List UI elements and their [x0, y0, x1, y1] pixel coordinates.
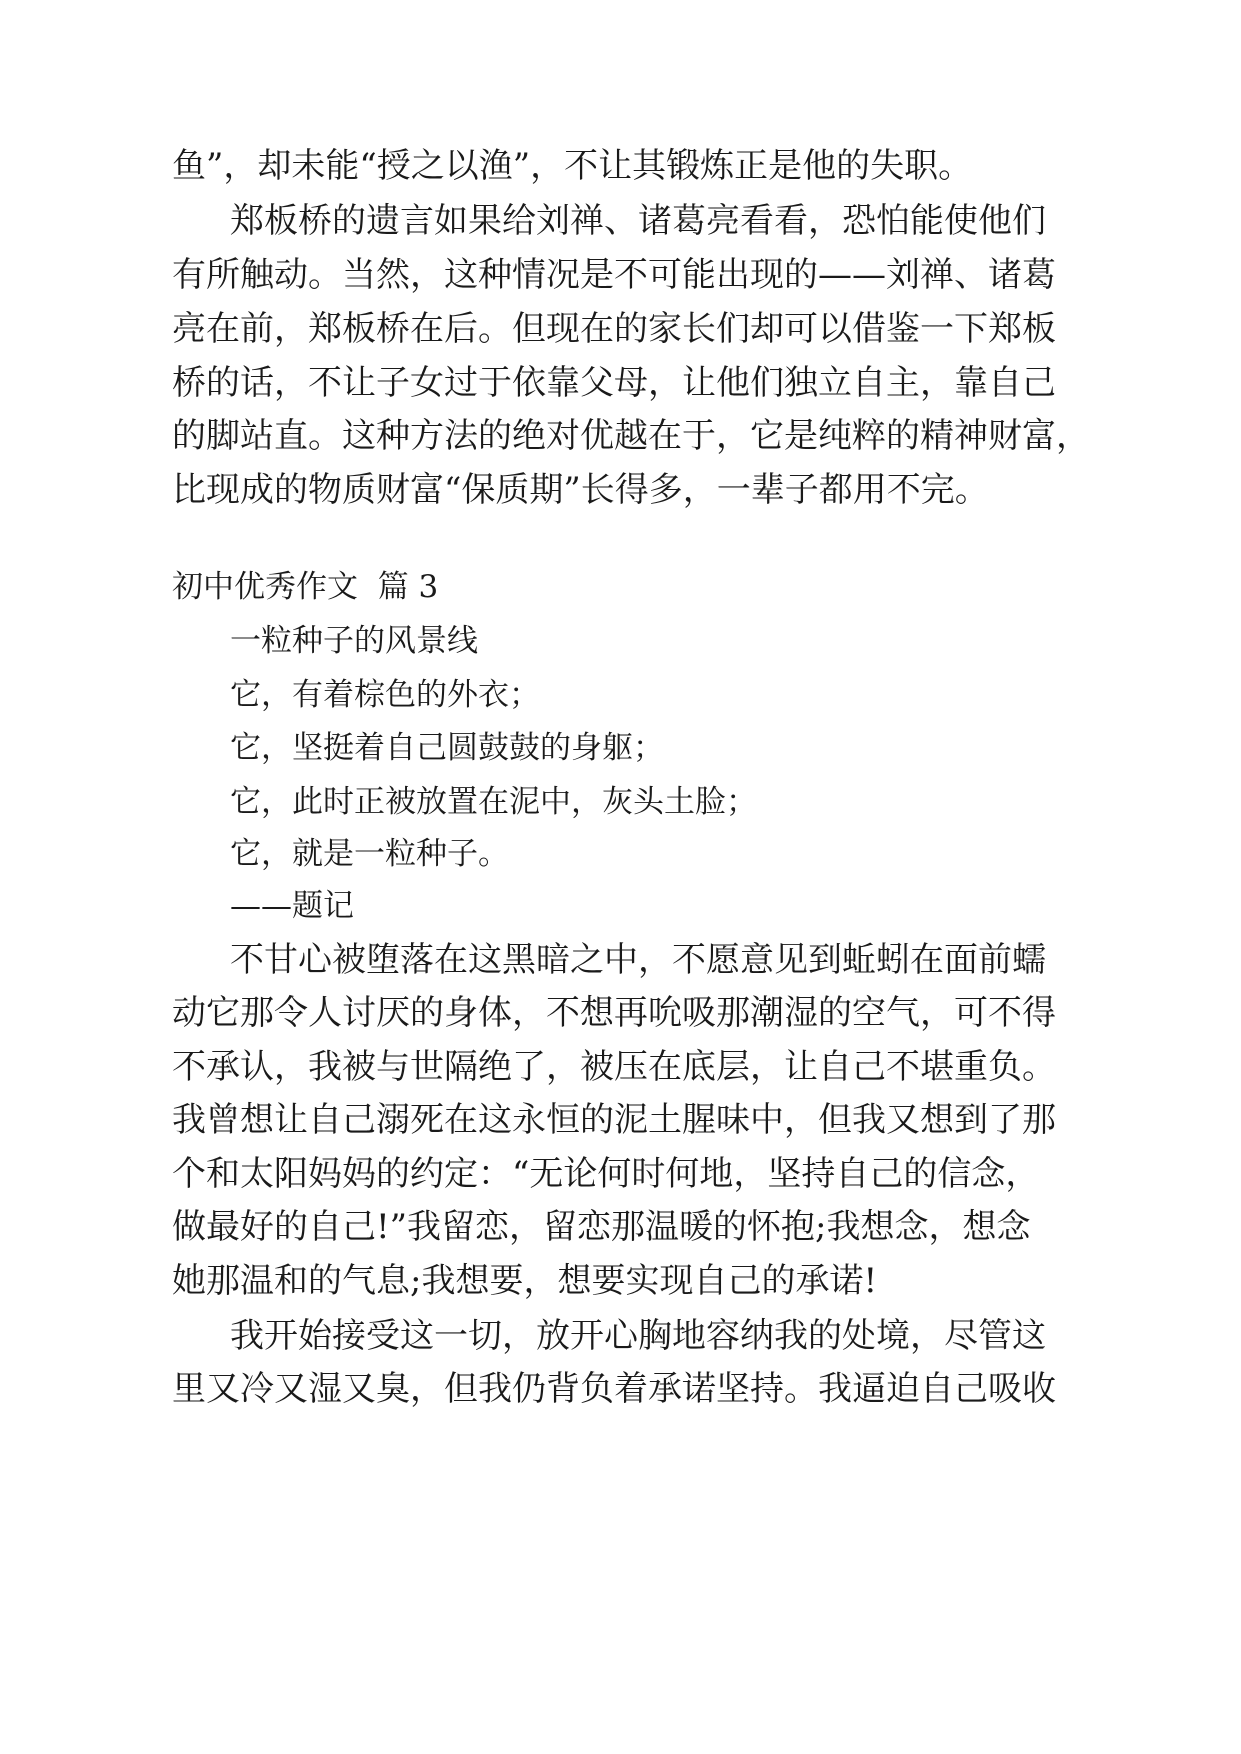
paragraph-line: 不承认，我被与世隔绝了，被压在底层，让自己不堪重负。 — [172, 1047, 1056, 1087]
paragraph-line: 我曾想让自己溺死在这永恒的泥土腥味中，但我又想到了那 — [172, 1100, 1056, 1140]
epigraph-note: ——题记 — [230, 888, 354, 924]
verse-line: 它，就是一粒种子。 — [230, 836, 509, 872]
verse-line: 它，此时正被放置在泥中，灰头土脸； — [230, 784, 757, 820]
verse-line: 它，坚挺着自己圆鼓鼓的身躯； — [230, 730, 664, 766]
paragraph-line: 桥的话，不让子女过于依靠父母，让他们独立自主，靠自己 — [172, 363, 1056, 403]
paragraph-line: 亮在前，郑板桥在后。但现在的家长们却可以借鉴一下郑板 — [172, 309, 1056, 349]
paragraph-line: 里又冷又湿又臭，但我仍背负着承诺坚持。我逼迫自己吸收 — [172, 1369, 1056, 1409]
paragraph-line: 她那温和的气息;我想要，想要实现自己的承诺! — [172, 1261, 878, 1301]
paragraph-line: 比现成的物质财富“保质期”长得多，一辈子都用不完。 — [172, 470, 989, 510]
verse-line: 它，有着棕色的外衣； — [230, 677, 540, 713]
paragraph-line: 不甘心被堕落在这黑暗之中，不愿意见到蚯蚓在面前蠕 — [230, 940, 1046, 980]
section-heading: 初中优秀作文 篇 3 — [172, 569, 439, 605]
paragraph-line: 个和太阳妈妈的约定：“无论何时何地，坚持自己的信念， — [172, 1154, 1040, 1194]
paragraph-line: 郑板桥的遗言如果给刘禅、诸葛亮看看，恐怕能使他们 — [230, 201, 1046, 241]
paragraph-line: 我开始接受这一切，放开心胸地容纳我的处境，尽管这 — [230, 1316, 1046, 1356]
paragraph-line: 做最好的自己!”我留恋，留恋那温暖的怀抱;我想念，想念 — [172, 1207, 1031, 1247]
paragraph-line: 有所触动。当然，这种情况是不可能出现的——刘禅、诸葛 — [172, 255, 1056, 295]
paragraph-line: 的脚站直。这种方法的绝对优越在于，它是纯粹的精神财富， — [172, 416, 1090, 456]
paragraph-line: 动它那令人讨厌的身体，不想再吮吸那潮湿的空气，可不得 — [172, 993, 1056, 1033]
essay-title: 一粒种子的风景线 — [230, 623, 478, 659]
paragraph-line: 鱼”，却未能“授之以渔”，不让其锻炼正是他的失职。 — [172, 146, 973, 186]
